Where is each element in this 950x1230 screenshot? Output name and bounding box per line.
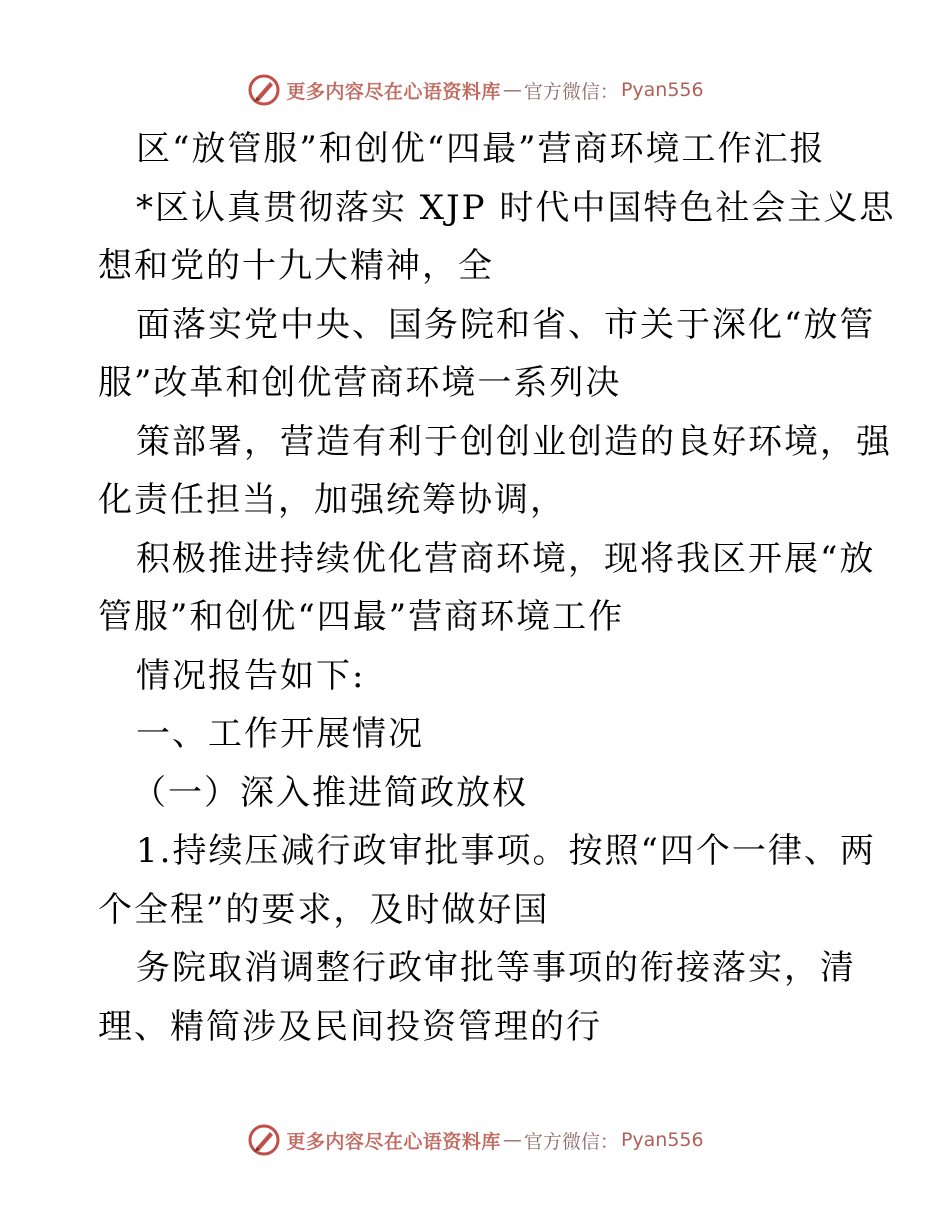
- paragraph-line: 服”改革和创优营商环境一系列决: [98, 363, 622, 403]
- paragraph-line: 想和党的十九大精神，全: [98, 246, 494, 286]
- paragraph-line: 积极推进持续优化营商环境，现将我区开展“放: [136, 538, 876, 579]
- paragraph-line: *区认真贯彻落实 XJP 时代中国特色社会主义思: [136, 187, 896, 228]
- paragraph-line: 管服”和创优“四最”营商环境工作: [98, 597, 625, 637]
- fountain-pen-logo-icon: [246, 72, 282, 108]
- subsection-heading: （一）深入推进简政放权: [132, 772, 528, 813]
- section-heading: 一、工作开展情况: [136, 714, 424, 754]
- header-watermark: [0, 70, 950, 110]
- watermark-dash: —: [502, 79, 522, 101]
- paragraph-line: 策部署，营造有利于创创业创造的良好环境，强: [136, 421, 892, 462]
- paragraph-line: 务院取消调整行政审批等事项的衔接落实，清: [136, 948, 856, 988]
- watermark-id: Pyan556: [620, 1129, 704, 1151]
- watermark-label: 官方微信：: [523, 80, 619, 103]
- paragraph-line: 面落实党中央、国务院和省、市关于深化“放管: [136, 304, 876, 345]
- document-title: 区“放管服”和创优“四最”营商环境工作汇报: [136, 129, 826, 169]
- paragraph-line: 个全程”的要求，及时做好国: [98, 889, 550, 930]
- fountain-pen-logo-icon: [246, 1122, 282, 1158]
- document-body: [98, 120, 896, 1056]
- watermark-id: Pyan556: [620, 79, 704, 101]
- watermark-brand: 更多内容尽在心语资料库: [286, 80, 501, 103]
- paragraph-line: 情况报告如下:: [136, 655, 366, 696]
- paragraph-line: 化责任担当，加强统筹协调，: [98, 480, 566, 520]
- watermark-dash: —: [502, 1129, 522, 1151]
- watermark-brand: 更多内容尽在心语资料库: [286, 1130, 501, 1153]
- paragraph-line: 理、精简涉及民间投资管理的行: [98, 1006, 602, 1047]
- paragraph-line: 1.持续压减行政审批事项。按照“四个一律、两: [136, 831, 876, 871]
- footer-watermark: [0, 1120, 950, 1160]
- watermark-label: 官方微信：: [523, 1130, 619, 1153]
